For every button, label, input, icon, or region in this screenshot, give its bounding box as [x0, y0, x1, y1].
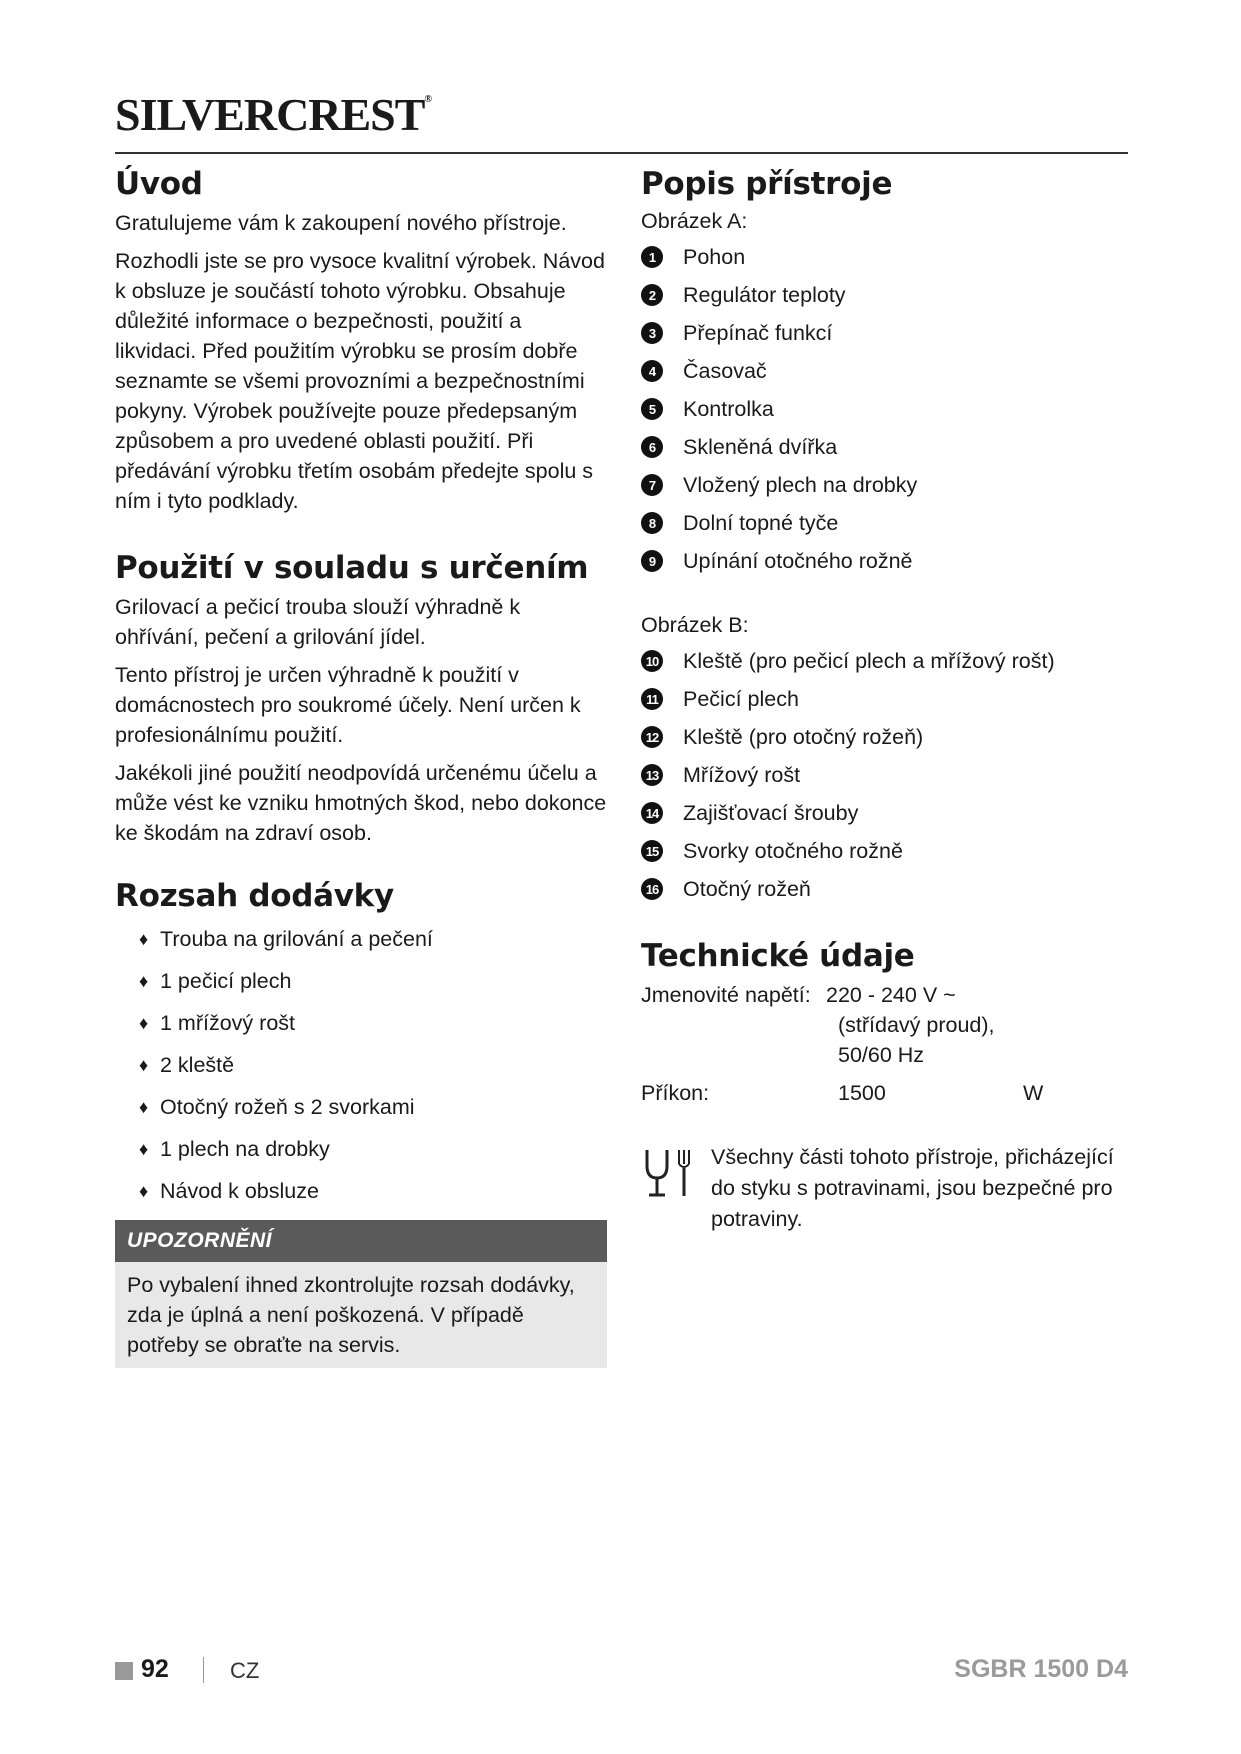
page-footer [115, 1655, 1128, 1685]
diamond-bullet-icon: ♦ [139, 1097, 149, 1117]
diamond-bullet-icon: ♦ [139, 971, 149, 991]
intro-title: Úvod [115, 166, 203, 202]
list-item: 12 Kleště (pro otočný rožeň) [641, 718, 1141, 756]
list-item: 11 Pečicí plech [641, 680, 1141, 718]
number-badge-icon: 15 [641, 840, 663, 862]
list-item: ♦ 1 mřížový rošt [139, 1008, 607, 1038]
language-code: CZ [230, 1658, 260, 1683]
list-item: 6 Skleněná dvířka [641, 428, 1141, 466]
number-badge-icon: 6 [641, 436, 663, 458]
list-item: ♦ Návod k obsluze [139, 1176, 607, 1206]
list-item: 14 Zajišťovací šrouby [641, 794, 1141, 832]
diamond-bullet-icon: ♦ [139, 1181, 149, 1201]
number-badge-icon: 1 [641, 246, 663, 268]
figure-b-label: Obrázek B: [641, 613, 749, 637]
page-number: 92 [141, 1655, 169, 1683]
list-item: 8 Dolní topné tyče [641, 504, 1141, 542]
list-item: 4 Časovač [641, 352, 1141, 390]
number-badge-icon: 2 [641, 284, 663, 306]
list-item: 5 Kontrolka [641, 390, 1141, 428]
intro-p2: Rozhodli jste se pro vysoce kvalitní výrobek. Návod k obsluze je součástí tohoto výrobku. Obsahuje důležité informace o bezpečnosti, použití a likvidaci. Před použitím výrobku se prosím dobře seznamte se všemi provozními a bezpečnostními pokyny. Výrobek používejte pouze předepsaným způsobem a pro uvedené oblasti použití. Při předávání výrobku třetím osobám předejte spolu s ním i tyto podklady. [115, 249, 605, 513]
list-item: 2 Regulátor teploty [641, 276, 1141, 314]
voltage-value: 220 - 240 V ~ [826, 983, 956, 1007]
diamond-bullet-icon: ♦ [139, 1013, 149, 1033]
food-safe-note [641, 1142, 1141, 1235]
intro-p1: Gratulujeme vám k zakoupení nového přístroje. [115, 211, 567, 235]
right-column [641, 166, 1141, 1235]
number-badge-icon: 3 [641, 322, 663, 344]
list-item: ♦ 1 plech na drobky [139, 1134, 607, 1164]
list-item: ♦ Trouba na grilování a pečení [139, 924, 607, 954]
desc-title: Popis přístroje [641, 166, 893, 202]
parts-list-b [641, 642, 1141, 908]
number-badge-icon: 16 [641, 878, 663, 900]
number-badge-icon: 4 [641, 360, 663, 382]
list-item: 7 Vložený plech na drobky [641, 466, 1141, 504]
number-badge-icon: 8 [641, 512, 663, 534]
footer-divider [203, 1657, 204, 1683]
tech-specs [641, 980, 1141, 1108]
figure-a-label: Obrázek A: [641, 209, 748, 233]
use-title: Použití v souladu s určením [115, 550, 589, 586]
number-badge-icon: 7 [641, 474, 663, 496]
brand-logo: SILVERCREST® [115, 89, 431, 140]
list-item: ♦ Otočný rožeň s 2 svorkami [139, 1092, 607, 1122]
use-p3: Jakékoli jiné použití neodpovídá určenému účelu a může vést ke vzniku hmotných škod, nebo dokonce ke škodám na zdraví osob. [115, 761, 607, 845]
warning-title: UPOZORNĚNÍ [115, 1220, 607, 1262]
number-badge-icon: 5 [641, 398, 663, 420]
footer-square-icon [115, 1662, 133, 1680]
number-badge-icon: 12 [641, 726, 663, 748]
diamond-bullet-icon: ♦ [139, 929, 149, 949]
list-item: 9 Upínání otočného rožně [641, 542, 1141, 580]
power-label: Příkon: [641, 1081, 710, 1105]
left-column [115, 166, 607, 1368]
list-item: 15 Svorky otočného rožně [641, 832, 1141, 870]
warning-text: Po vybalení ihned zkontrolujte rozsah dodávky, zda je úplná a není poškozená. V případě potřeby se obraťte na servis. [115, 1262, 607, 1368]
use-p1: Grilovací a pečicí trouba slouží výhradně k ohřívání, pečení a grilování jídel. [115, 595, 521, 649]
list-item: 1 Pohon [641, 238, 1141, 276]
header-rule [115, 152, 1128, 154]
number-badge-icon: 11 [641, 688, 663, 710]
diamond-bullet-icon: ♦ [139, 1055, 149, 1075]
diamond-bullet-icon: ♦ [139, 1139, 149, 1159]
scope-title: Rozsah dodávky [115, 878, 394, 914]
number-badge-icon: 14 [641, 802, 663, 824]
number-badge-icon: 13 [641, 764, 663, 786]
list-item: 16 Otočný rožeň [641, 870, 1141, 908]
food-safe-icon [641, 1142, 711, 1235]
list-item: ♦ 1 pečicí plech [139, 966, 607, 996]
list-item: ♦ 2 kleště [139, 1050, 607, 1080]
list-item: 3 Přepínač funkcí [641, 314, 1141, 352]
number-badge-icon: 10 [641, 650, 663, 672]
voltage-type: (střídavý proud), [838, 1013, 995, 1037]
list-item: 10 Kleště (pro pečicí plech a mřížový rošt) [641, 642, 1141, 680]
food-safe-text: Všechny části tohoto přístroje, přicházející do styku s potravinami, jsou bezpečné pro potraviny. [711, 1145, 1114, 1231]
scope-list [115, 924, 607, 1206]
power-value: 1500 [838, 1081, 886, 1105]
number-badge-icon: 9 [641, 550, 663, 572]
voltage-frequency: 50/60 Hz [838, 1043, 925, 1067]
power-unit: W [1023, 1081, 1044, 1105]
use-p2: Tento přístroj je určen výhradně k použití v domácnostech pro soukromé účely. Není určen k profesionálnímu použití. [115, 663, 581, 747]
warning-box [115, 1220, 607, 1368]
voltage-label: Jmenovité napětí: [641, 983, 811, 1007]
tech-title: Technické údaje [641, 938, 915, 974]
parts-list-a [641, 238, 1141, 580]
list-item: 13 Mřížový rošt [641, 756, 1141, 794]
model-number: SGBR 1500 D4 [954, 1655, 1128, 1683]
